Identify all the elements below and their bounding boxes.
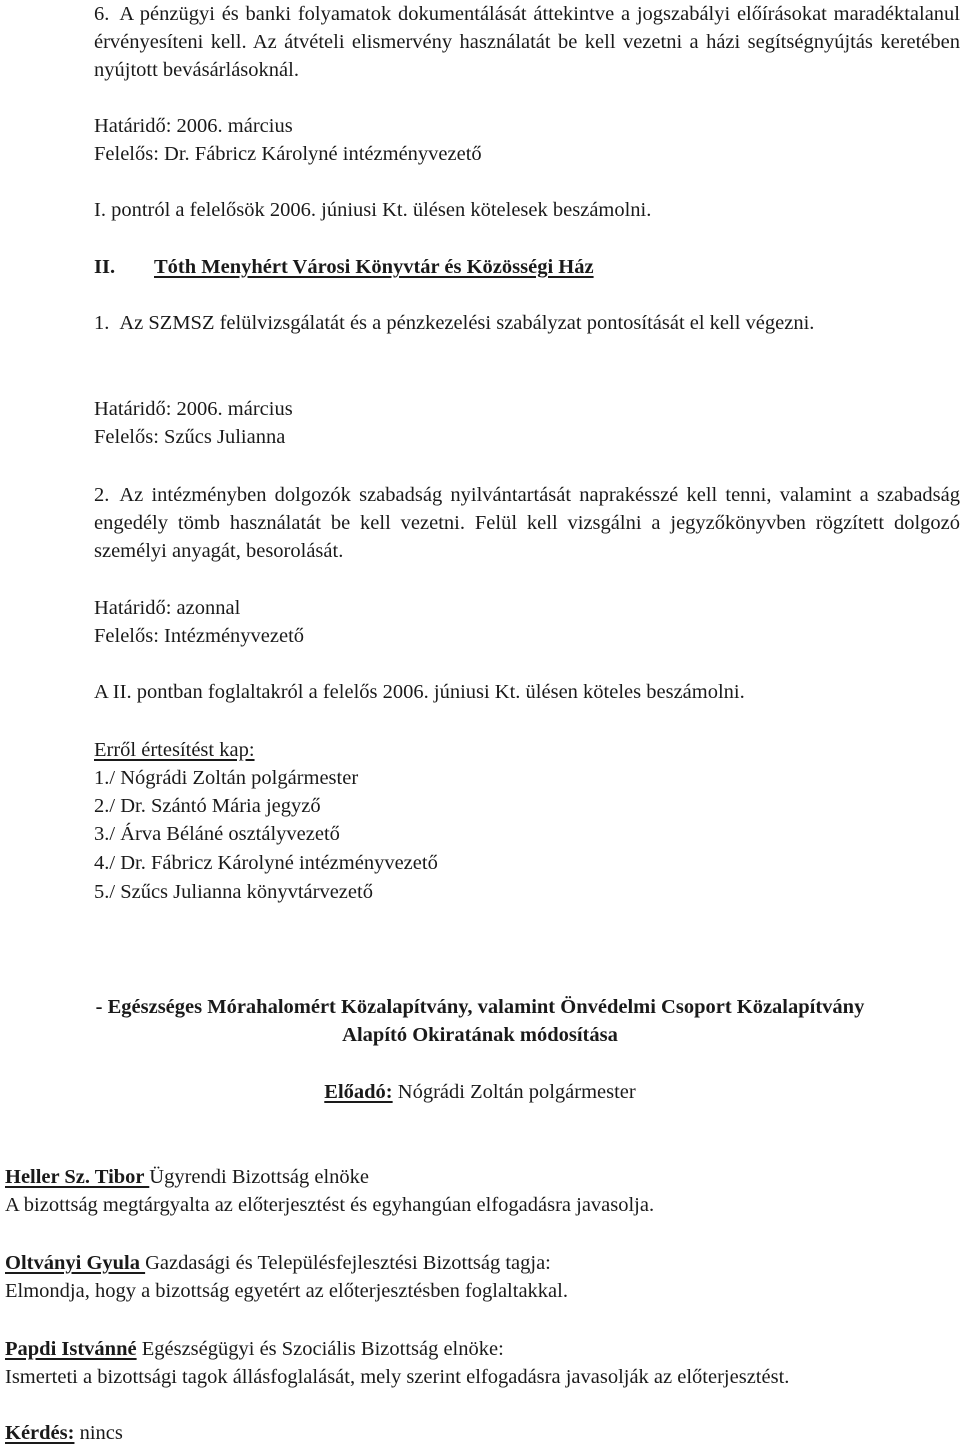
speaker-3-name: Papdi Istvánné [5,1338,137,1360]
item-2-text: Az intézményben dolgozók szabadság nyilvántartását naprakésszé kell tenni, valamint a szabadság engedély tömb használatát be kell vezetni. Felül kell vizsgálni a jegyzőkönyvben rögzített dolgozó személyi anyagát, besorolását. [94,484,960,562]
notify-item-1: 1./ Nógrádi Zoltán polgármester [94,767,359,789]
question-line [5,1419,955,1447]
notify-item-5: 5./ Szűcs Julianna könyvtárvezető [94,881,373,903]
presenter-name: Nógrádi Zoltán polgármester [392,1081,636,1103]
item-1-number: 1. [94,312,110,334]
item-1-paragraph [94,309,960,337]
section-1-report-note: I. pontról a felelősök 2006. júniusi Kt. ülésen kötelesek beszámolni. [94,199,652,221]
speaker-2-role: Gazdasági és Településfejlesztési Bizottság tagja: [145,1252,551,1274]
item-1-text: Az SZMSZ felülvizsgálatát és a pénzkezelési szabályzat pontosítását el kell végezni. [119,312,815,334]
item-2-responsible: Felelős: Intézményvezető [94,625,305,647]
agenda-presenter [0,1078,960,1106]
speaker-3-statement: Ismerteti a bizottsági tagok állásfoglalását, mely szerint elfogadásra javasolják az előterjesztést. [5,1366,790,1388]
presenter-label: Előadó: [324,1081,393,1103]
item-2-paragraph [94,481,960,565]
speaker-3-role: Egészségügyi és Szociális Bizottság elnöke: [136,1338,504,1360]
question-label: Kérdés: [5,1422,75,1444]
section-2-roman: II. [94,256,116,278]
item-6-paragraph [94,0,960,84]
notify-title: Erről értesítést kap: [94,739,255,761]
section-2-heading: Tóth Menyhért Városi Könyvtár és Közösségi Ház [154,256,594,278]
agenda-title-line-1: - Egészséges Mórahalomért Közalapítvány, valamint Önvédelmi Csoport Közalapítvány [95,996,865,1018]
item-6-responsible: Felelős: Dr. Fábricz Károlyné intézményvezető [94,143,482,165]
speaker-1-role: Ügyrendi Bizottság elnöke [149,1166,370,1188]
speaker-1-line [5,1163,955,1191]
item-6-text: A pénzügyi és banki folyamatok dokumentálását áttekintve a jogszabályi előírásokat maradéktalanul érvényesíteni kell. Az átvételi elismervény használatát be kell vezetni a házi segítségnyújtás keretében nyújtott bevásárlásoknál. [94,3,960,81]
notify-item-2: 2./ Dr. Szántó Mária jegyző [94,795,321,817]
speaker-1-name: Heller Sz. Tibor [5,1166,150,1188]
item-1-deadline: Határidő: 2006. március [94,398,293,420]
speaker-3-line [5,1335,955,1363]
speaker-2-statement: Elmondja, hogy a bizottság egyetért az előterjesztésben foglaltakkal. [5,1280,568,1302]
notify-item-4: 4./ Dr. Fábricz Károlyné intézményvezető [94,852,438,874]
item-6-number: 6. [94,3,110,25]
agenda-title-line-2: Alapító Okiratának módosítása [342,1024,618,1046]
section-2-report-note: A II. pontban foglaltakról a felelős 2006. júniusi Kt. ülésen köteles beszámolni. [94,681,745,703]
section-2-heading-line [94,253,960,281]
notify-item-3: 3./ Árva Béláné osztályvezető [94,823,340,845]
item-2-deadline: Határidő: azonnal [94,597,241,619]
item-2-number: 2. [94,484,110,506]
item-6-deadline: Határidő: 2006. március [94,115,293,137]
speaker-2-name: Oltványi Gyula [5,1252,146,1274]
item-1-responsible: Felelős: Szűcs Julianna [94,426,286,448]
speaker-2-line [5,1249,955,1277]
speaker-1-statement: A bizottság megtárgyalta az előterjesztést és egyhangúan elfogadásra javasolja. [5,1194,655,1216]
question-answer: nincs [74,1422,123,1444]
